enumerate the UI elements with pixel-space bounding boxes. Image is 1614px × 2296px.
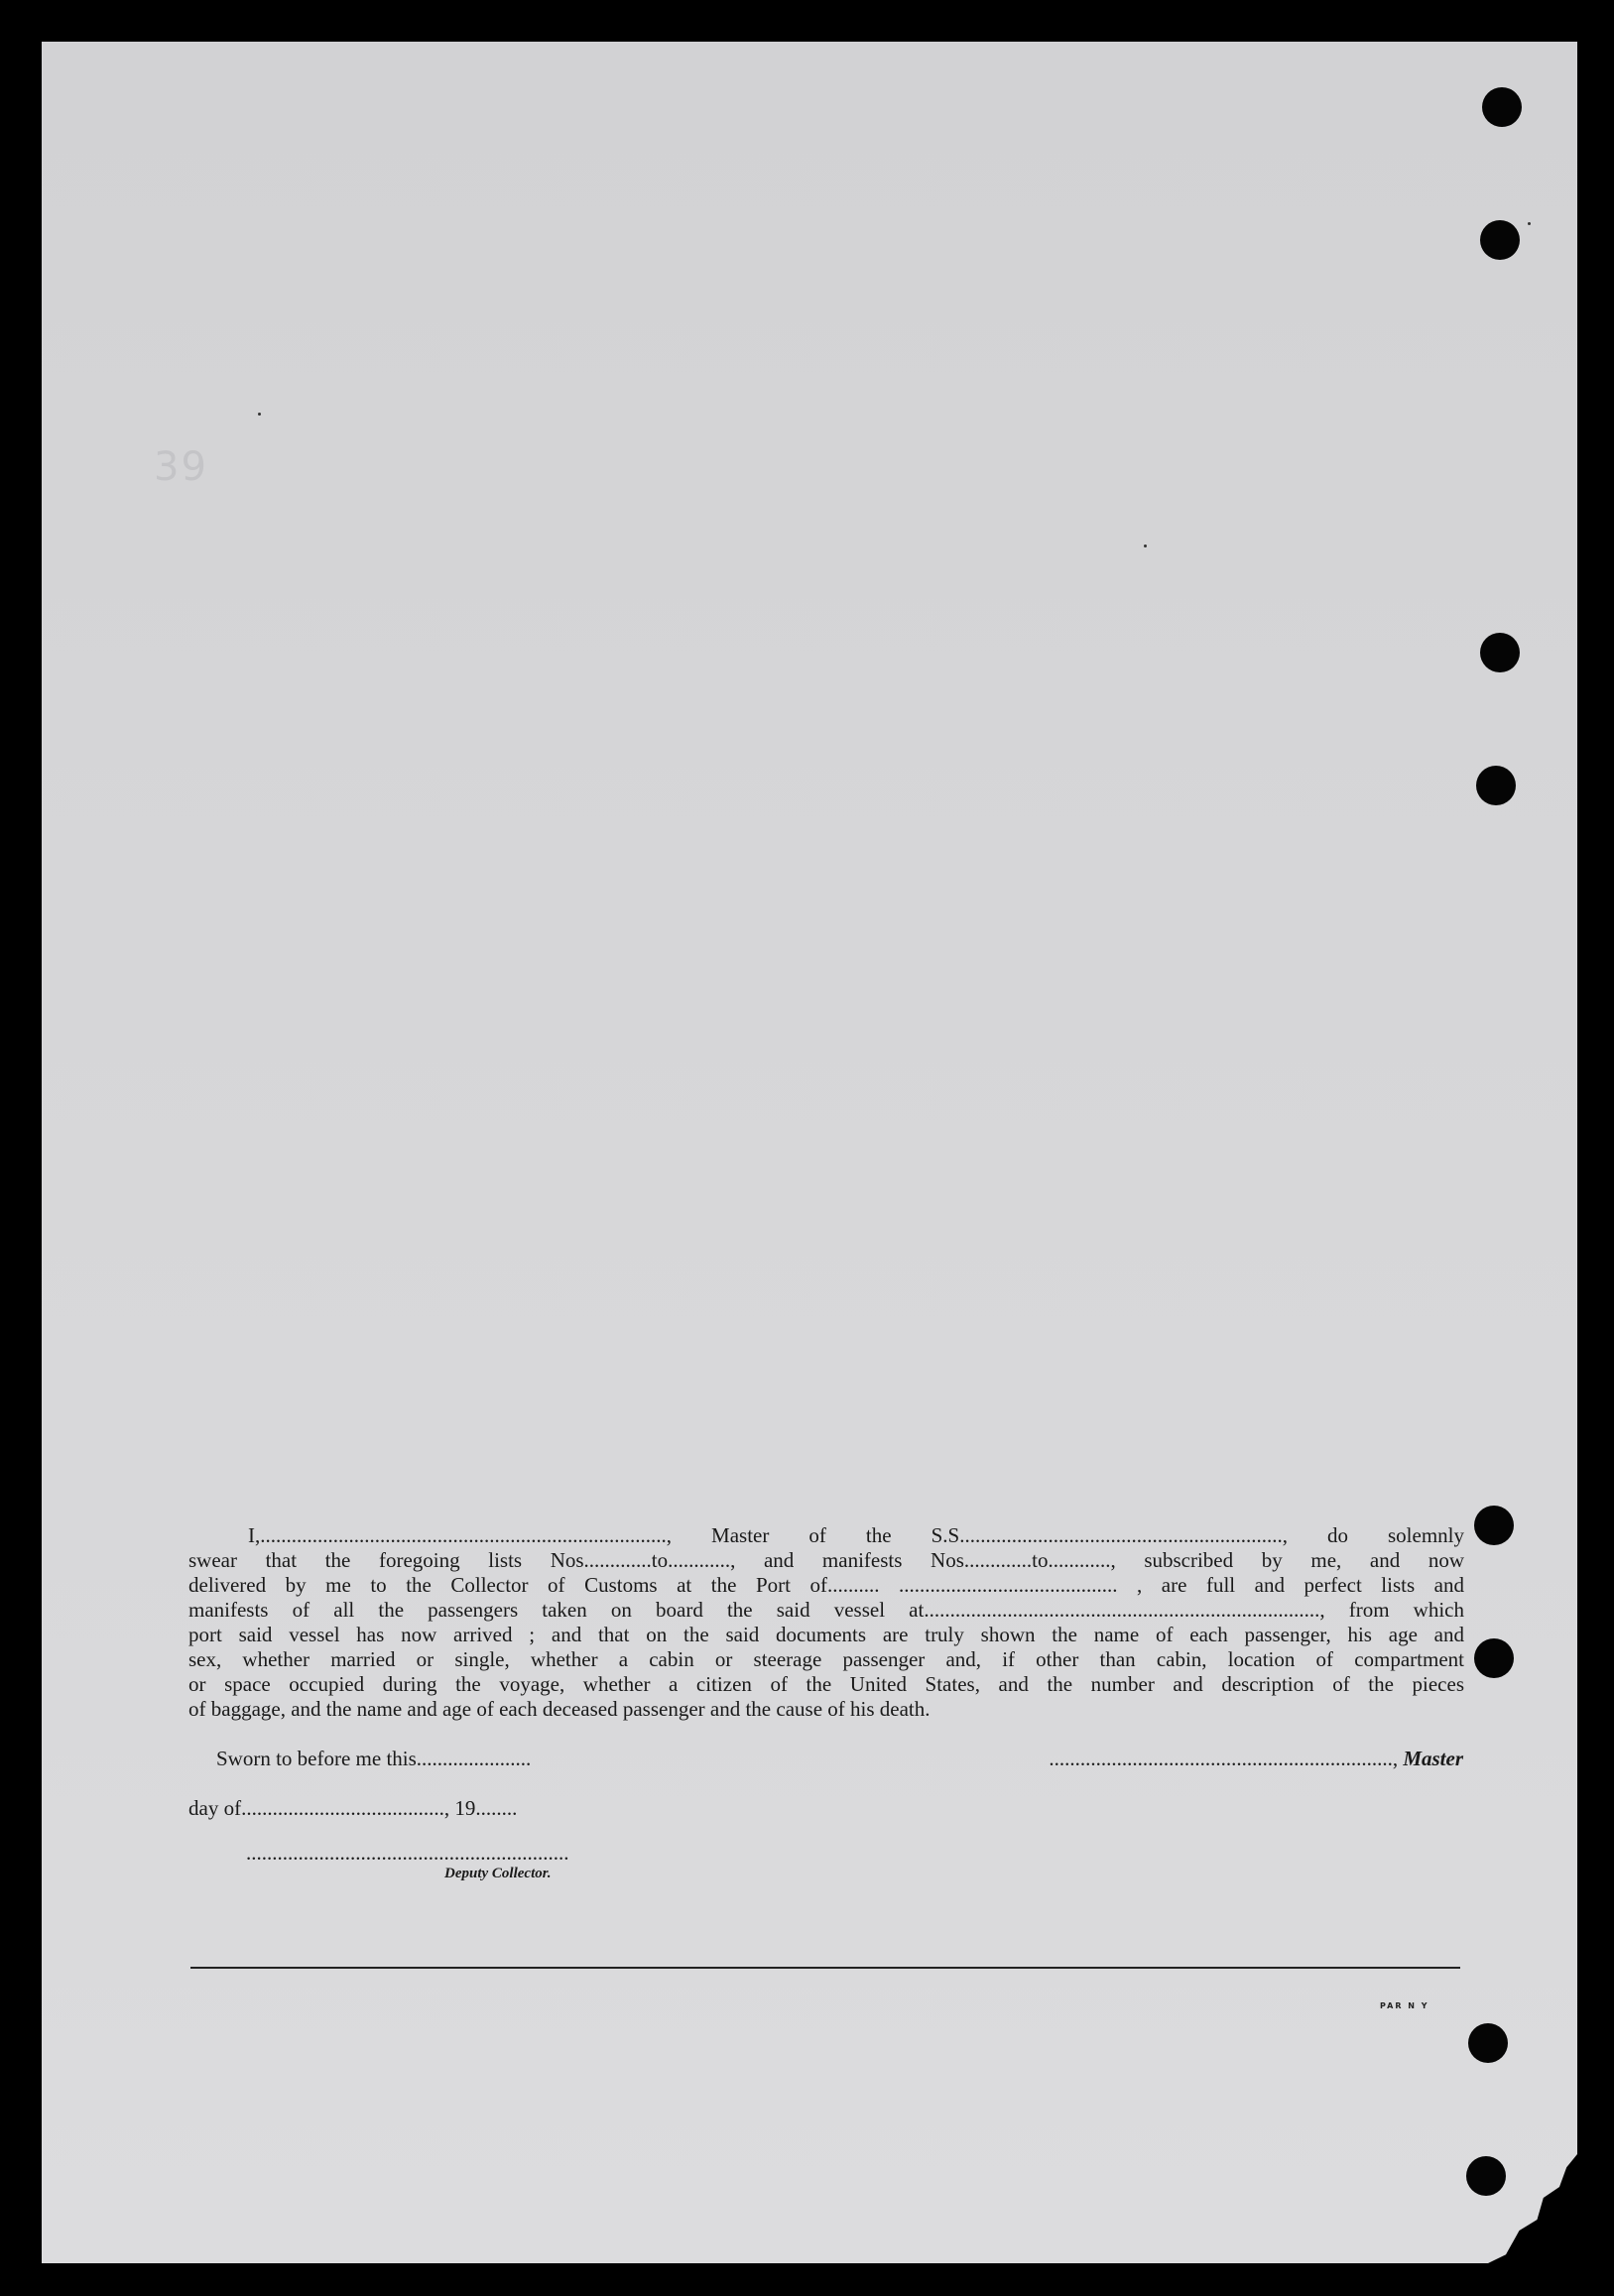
punch-hole [1466,2156,1506,2196]
speck [1528,222,1531,225]
oath-line: of baggage, and the name and age of each deceased passenger and the cause of his death. [188,1697,931,1721]
punch-hole [1480,220,1520,260]
oath-line: I,.............................................................................., Master of the S.S.............................................................., do solemnly [248,1523,1464,1547]
oath-line: sex, whether married or single, whether a cabin or steerage passenger and, if other than cabin, location of compartment [188,1647,1464,1671]
punch-hole [1468,2023,1508,2063]
sworn-statement: Sworn to before me this...................... [216,1747,532,1770]
master-signature-dots: .................................................................., [1049,1747,1399,1770]
oath-line: swear that the foregoing lists Nos.............to............, and manifests Nos.............to............, subscribed by me, and now [188,1548,1464,1572]
punch-hole [1482,87,1522,127]
document-page [42,42,1577,2263]
deputy-collector-label: Deputy Collector. [444,1866,552,1881]
page-number: 39 [154,444,208,490]
oath-paragraph [188,1523,1464,1722]
speck [258,413,261,416]
oath-line: or space occupied during the voyage, whether a citizen of the United States, and the number and description of the pieces [188,1672,1464,1696]
deputy-signature-dots: .............................................................. [246,1841,569,1865]
master-label: Master [1403,1747,1463,1770]
punch-hole [1474,1506,1514,1545]
oath-line: port said vessel has now arrived ; and that on the said documents are truly shown the name of each passenger, his age and [188,1623,1464,1646]
punch-hole [1476,766,1516,805]
speck [1144,544,1147,547]
master-signature-line [947,1747,1463,1771]
horizontal-rule [190,1967,1460,1969]
oath-line: manifests of all the passengers taken on board the said vessel at............................................................................, from which [188,1598,1464,1622]
punch-hole [1480,633,1520,672]
punch-hole [1474,1638,1514,1678]
printer-mark: PAR N Y [1380,2001,1429,2010]
oath-line: delivered by me to the Collector of Customs at the Port of.......... .......................................... , are full and perfect lists and [188,1573,1464,1597]
date-line: day of......................................., 19........ [188,1796,518,1820]
